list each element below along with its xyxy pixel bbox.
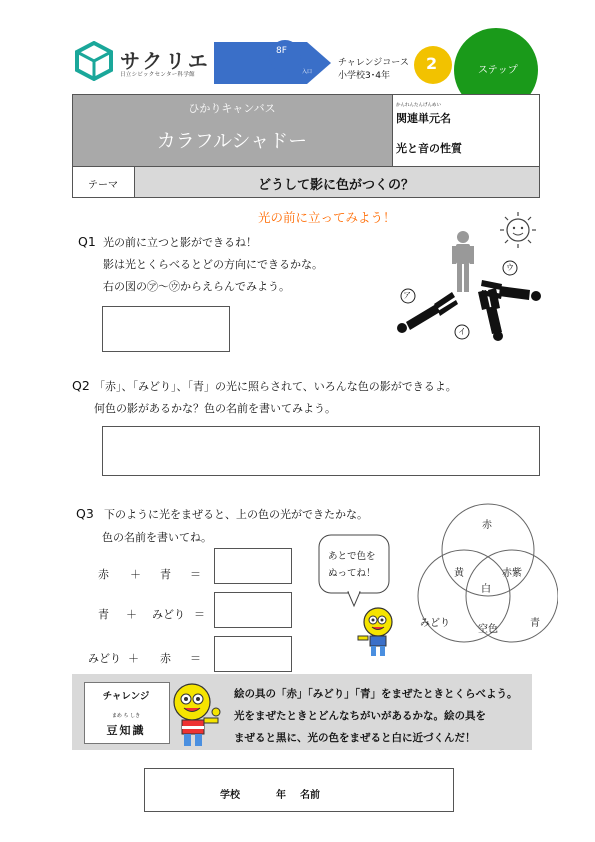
q3-line2: 色の名前を書いてね。: [102, 531, 212, 544]
eq1-a: 赤: [98, 568, 109, 581]
course-label: チャレンジコース: [338, 58, 409, 68]
trivia-line3: まぜると黒に、光の色をまぜると白に近づくんだ！: [234, 732, 476, 744]
name-label: 名前: [300, 790, 320, 801]
figure-label-a-text: ア: [403, 291, 411, 300]
subtitle: ひかりキャンバス: [188, 102, 276, 115]
eq1-plus: ＋: [130, 568, 141, 581]
related-label: 関連単元名: [396, 112, 451, 125]
logo-cube-icon: [74, 41, 114, 81]
trivia-sub-ruby: まめ ち しき: [111, 713, 141, 719]
theme-label: テーマ: [88, 180, 118, 191]
floor-arrow-icon: [212, 34, 334, 88]
q2-number: Q2: [72, 378, 90, 393]
related-ruby: かんれんたんげんめい: [396, 103, 441, 108]
logo-text: サクリエ: [120, 49, 211, 73]
speech-bubble-text: あとで色をぬってね！: [328, 551, 376, 580]
venn-cyan: 空色: [478, 624, 498, 635]
venn-red: 赤: [482, 520, 492, 531]
logo-subtitle: 日立シビックセンター科学館: [120, 72, 195, 78]
venn-white: 白: [481, 584, 491, 595]
q2-line2: 何色の影があるかな？色の名前を書いてみよう。: [94, 402, 336, 415]
sun-icon: [500, 212, 536, 248]
logo: [74, 41, 214, 85]
eq3-a: みどり: [88, 652, 121, 665]
mascot-small-icon: [354, 606, 400, 662]
trivia-sub: 豆知識: [106, 724, 146, 737]
eq1-equals: ＝: [190, 568, 201, 581]
intro-text: 光の前に立ってみよう！: [258, 210, 396, 225]
venn-magenta: 赤紫: [502, 568, 522, 579]
year-label: 年: [276, 790, 286, 801]
eq3-answer-box[interactable]: [214, 636, 292, 672]
eq3-equals: ＝: [190, 652, 201, 665]
eq2-answer-box[interactable]: [214, 592, 292, 628]
venn-green: みどり: [420, 618, 450, 629]
grade-label: 小学校3･4年: [338, 71, 390, 81]
eq2-a: 青: [98, 608, 109, 621]
q1-line3: 右の図の㋐～㋒からえらんでみよう。: [103, 280, 290, 293]
q1-line2: 影は光とくらべるとどの方向にできるかな。: [103, 258, 323, 271]
eq2-b: みどり: [152, 608, 185, 621]
trivia-line2: 光をまぜたときとどんなちがいがあるかな。絵の具を: [234, 710, 486, 722]
q2-answer-box[interactable]: [102, 426, 540, 476]
q1-number: Q1: [78, 234, 96, 249]
step-label: ステップ: [478, 65, 518, 76]
school-label: 学校: [220, 790, 240, 801]
entrance-label: 入口: [302, 69, 313, 75]
eq3-plus: ＋: [128, 652, 139, 665]
eq2-equals: ＝: [194, 608, 205, 621]
step-number: 2: [426, 54, 438, 73]
q3-line1: 下のように光をまぜると、上の色の光ができたかな。: [104, 508, 368, 521]
person-figure-icon: [452, 231, 474, 292]
unit-name: 光と音の性質: [396, 142, 462, 155]
eq3-b: 赤: [160, 652, 171, 665]
q1-line1: 光の前に立つと影ができるね！: [103, 236, 257, 249]
q1-figure: [386, 204, 546, 344]
eq2-plus: ＋: [126, 608, 137, 621]
name-box[interactable]: [144, 768, 454, 812]
mascot-large-icon: [162, 682, 228, 750]
q1-answer-box[interactable]: [102, 306, 230, 352]
figure-label-u-text: ウ: [506, 263, 514, 272]
theme-text: どうして影に色がつくの？: [257, 178, 414, 193]
venn-yellow: 黄: [454, 568, 464, 579]
figure-label-i-text: イ: [458, 327, 466, 336]
q2-line1: 「赤」、「みどり」、「青」の光に照らされて、いろんな色の影ができるよ。: [94, 380, 457, 393]
venn-blue: 青: [530, 618, 540, 629]
trivia-line1: 絵の具の「赤」「みどり」「青」をまぜたときとくらべよう。: [234, 688, 518, 700]
floor-label: 8F: [276, 46, 287, 56]
eq1-b: 青: [160, 568, 171, 581]
eq1-answer-box[interactable]: [214, 548, 292, 584]
trivia-label: チャレンジ: [102, 691, 150, 702]
q3-number: Q3: [76, 506, 94, 521]
page-title: カラフルシャドー: [156, 130, 308, 152]
